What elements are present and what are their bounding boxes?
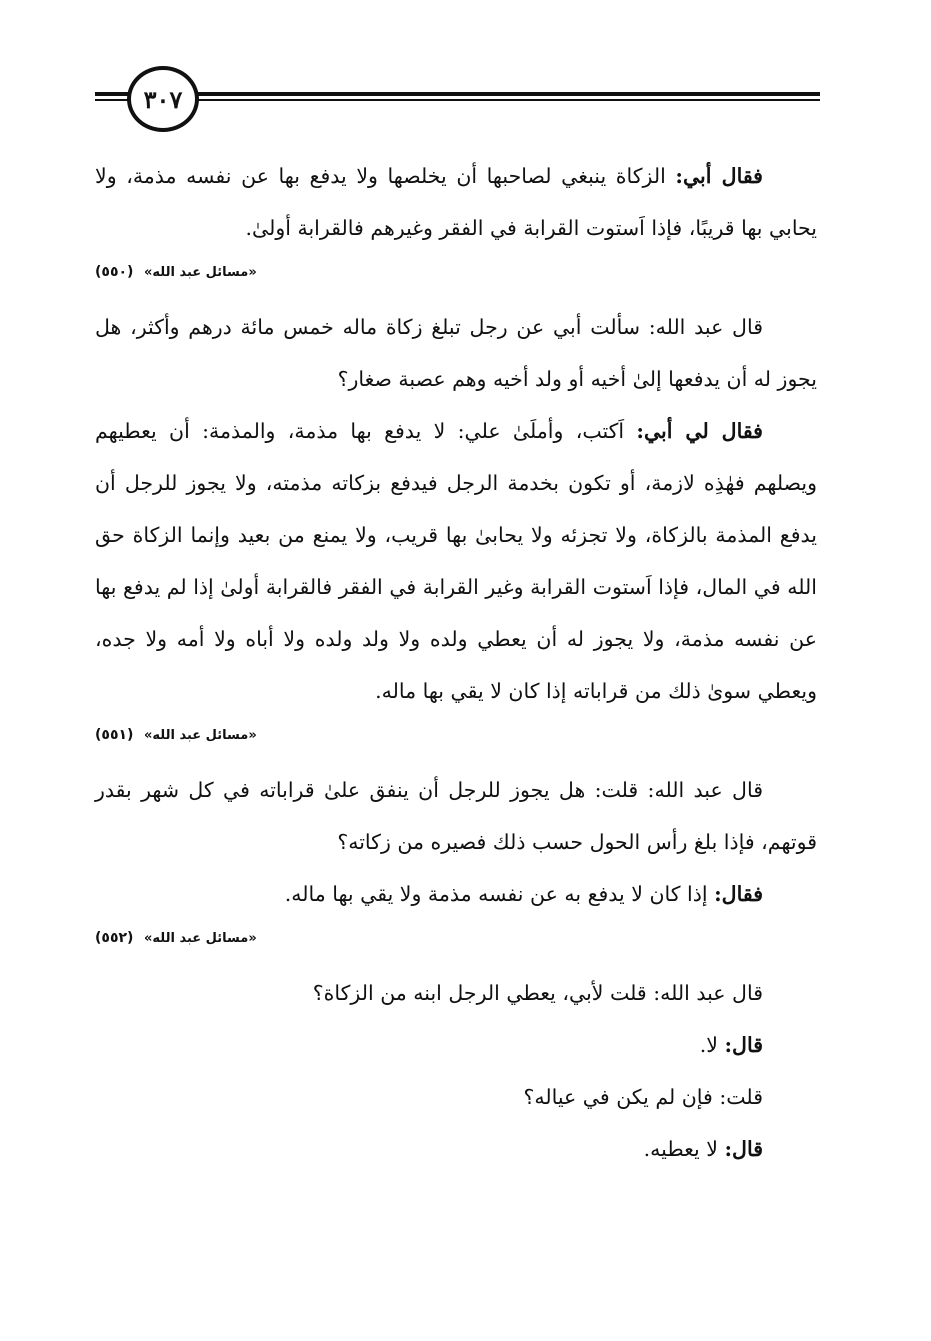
page-body	[95, 150, 817, 1175]
paragraph-3	[95, 405, 817, 717]
page-header	[95, 62, 820, 142]
paragraph-text: لا يعطيه.	[643, 1137, 725, 1161]
paragraph-6	[95, 967, 817, 1019]
paragraph-text: اَكتب، وأملَىٰ علي: لا يدفع بها مذمة، والمذمة: أن يعطيهم ويصلهم فهٰذِه لازمة، أو تكون بخدمة الرجل فيدفع بزكاته مذمته، ولا يجوز للرجل أن يدفع المذمة بالزكاة، ولا تجزئه ولا يحابىٰ بها قريب، ولا يمنع من بعيد وإنما الزكاة حق الله في المال، فإذا اَستوت القرابة وغير القرابة في الفقر فالقرابة أولىٰ إذا لم يدفع بها عن نفسه مذمة، ولا يجوز له أن يعطي ولده ولا ولد ولده ولا أباه ولا أمه ولا جده، ويعطي سوىٰ ذلك من قراباته إذا كان لا يقي بها ماله.	[95, 419, 817, 703]
paragraph-1	[95, 150, 817, 254]
paragraph-text: لا.	[699, 1033, 725, 1057]
citation-551	[95, 725, 817, 746]
paragraph-text: قلت: فإن لم يكن في عياله؟	[523, 1085, 763, 1109]
citation-552	[95, 928, 817, 949]
citation-source: «مسائل عبد الله»	[143, 265, 257, 280]
header-rule-thin	[95, 99, 820, 101]
paragraph-5	[95, 868, 817, 920]
paragraph-text: قال عبد الله: سألت أبي عن رجل تبلغ زكاة ماله خمس مائة درهم وأكثر، هل يجوز له أن يدفعها إلىٰ أخيه أو ولد أخيه وهم عصبة صغار؟	[95, 315, 817, 391]
paragraph-4	[95, 764, 817, 868]
paragraph-text: الزكاة ينبغي لصاحبها أن يخلصها ولا يدفع بها عن نفسه مذمة، ولا يحابي بها قريبًا، فإذا اَستوت القرابة في الفقر وغيرهم فالقرابة أولىٰ.	[95, 164, 817, 240]
speaker-lead: فقال أبي:	[675, 164, 763, 188]
paragraph-8	[95, 1071, 817, 1123]
header-rule-thick	[95, 92, 820, 96]
speaker-lead: قال:	[724, 1033, 763, 1057]
citation-number: (٥٥٠)	[95, 264, 134, 280]
citation-number: (٥٥٢)	[95, 930, 134, 946]
speaker-lead: فقال لي أبي:	[636, 419, 763, 443]
paragraph-text: إذا كان لا يدفع به عن نفسه مذمة ولا يقي بها ماله.	[284, 882, 715, 906]
citation-550	[95, 262, 817, 283]
speaker-lead: فقال:	[714, 882, 763, 906]
citation-source: «مسائل عبد الله»	[143, 931, 257, 946]
citation-number: (٥٥١)	[95, 727, 134, 743]
paragraph-text: قال عبد الله: قلت: هل يجوز للرجل أن ينفق علىٰ قراباته في كل شهر بقدر قوتهم، فإذا بلغ رأس الحول حسب ذلك فصيره من زكاته؟	[95, 778, 817, 854]
speaker-lead: قال:	[724, 1137, 763, 1161]
paragraph-7	[95, 1019, 817, 1071]
page-number-badge	[127, 66, 199, 132]
paragraph-text: قال عبد الله: قلت لأبي، يعطي الرجل ابنه من الزكاة؟	[312, 981, 763, 1005]
page-number: ٣٠٧	[143, 84, 183, 114]
paragraph-2	[95, 301, 817, 405]
citation-source: «مسائل عبد الله»	[143, 728, 257, 743]
paragraph-9	[95, 1123, 817, 1175]
